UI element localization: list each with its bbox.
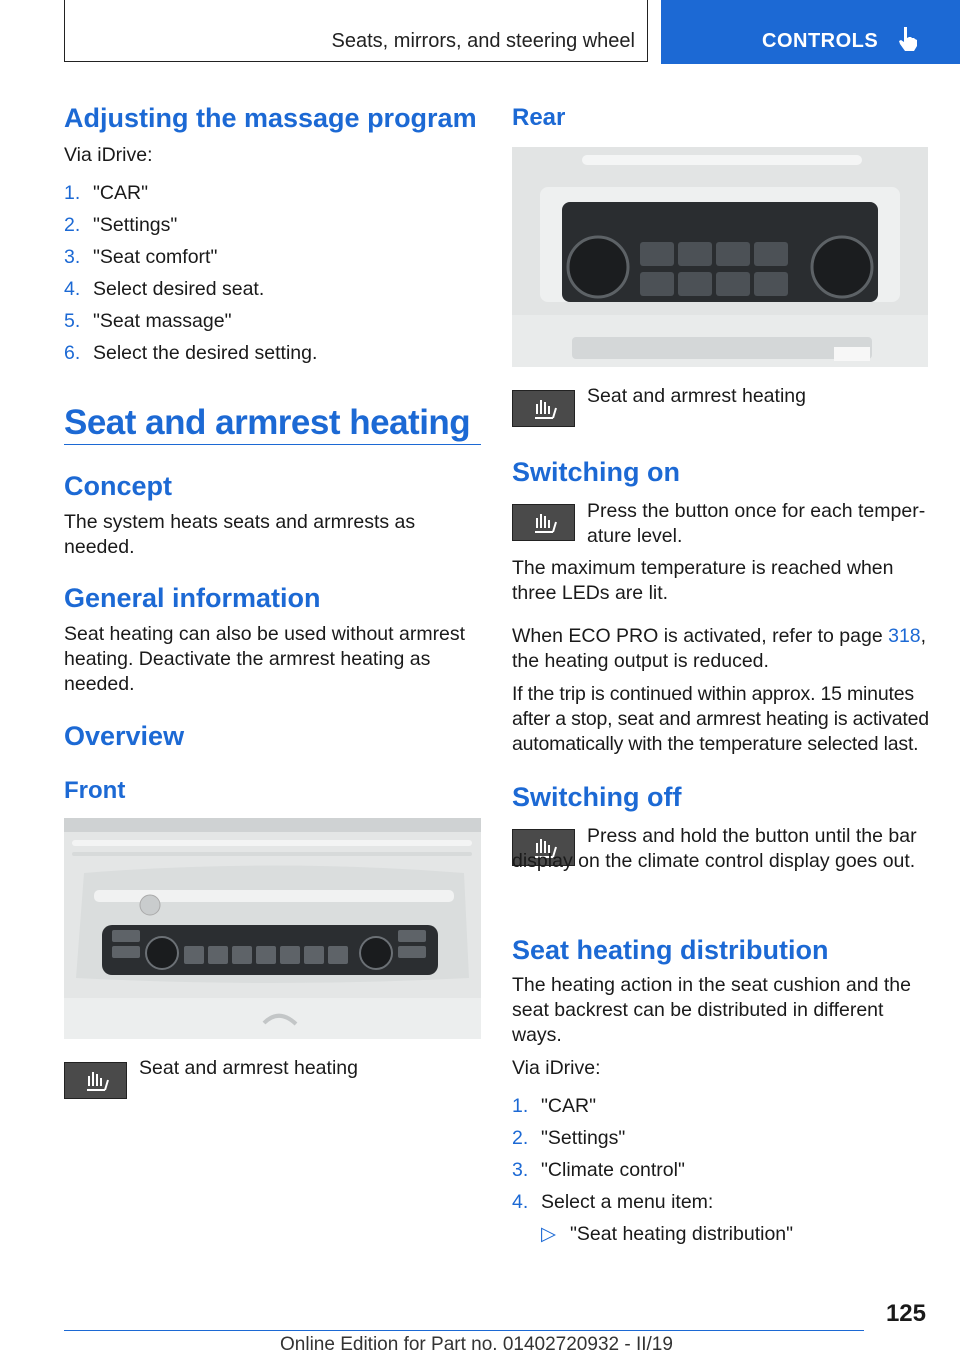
overview-heading: Overview xyxy=(64,721,185,751)
list-item xyxy=(64,277,484,309)
front-climate-panel-image xyxy=(64,818,481,1039)
massage-heading: Adjusting the massage program xyxy=(64,103,477,133)
seat-heating-icon xyxy=(512,390,575,427)
step-number: 3. xyxy=(64,246,81,268)
step-number: 1. xyxy=(512,1095,529,1117)
general-info-heading: General information xyxy=(64,583,321,613)
distribution-steps-list xyxy=(512,1094,922,1222)
rear-caption: Seat and armrest heating xyxy=(587,385,806,407)
step-number: 5. xyxy=(64,310,81,332)
eco-pro-text: When ECO PRO is activated, refer to page xyxy=(512,625,889,647)
step-number: 2. xyxy=(64,214,81,236)
step-text: Select a menu item: xyxy=(541,1191,714,1213)
step-text: "Climate control" xyxy=(541,1159,685,1181)
seat-heating-icon xyxy=(512,504,575,541)
distribution-text: The heating action in the seat cushion and the seat backrest can be distributed in different ways. xyxy=(512,974,911,1046)
general-info-text: Seat heating can also be used without armrest heating. Deactivate the armrest heating as needed. xyxy=(64,623,466,695)
concept-text: The system heats seats and armrests as needed. xyxy=(64,511,416,558)
switching-on-text-2 xyxy=(512,624,928,674)
eco-pro-text-end: , the heating output is reduced. xyxy=(512,625,927,672)
section-rule xyxy=(64,444,481,445)
triangle-bullet-icon: ▷ xyxy=(541,1223,556,1245)
page-link-318[interactable]: 318 xyxy=(888,625,921,647)
switching-on-text-1: The maximum temperature is reached when three LEDs are lit. xyxy=(512,557,894,604)
step-number: 1. xyxy=(64,182,81,204)
step-text: "Settings" xyxy=(93,214,178,236)
front-caption: Seat and armrest heating xyxy=(139,1057,358,1079)
switching-on-heading: Switching on xyxy=(512,457,680,487)
header-section-title: Seats, mirrors, and steering wheel xyxy=(331,30,635,52)
header-chapter-tab xyxy=(661,0,960,64)
list-item xyxy=(512,1158,922,1190)
list-item xyxy=(512,1094,922,1126)
header-chapter-title: CONTROLS xyxy=(762,30,879,52)
step-text: "CAR" xyxy=(93,182,149,204)
step-text: "Settings" xyxy=(541,1127,626,1149)
massage-steps-list xyxy=(64,181,484,373)
step-text: "Seat comfort" xyxy=(93,246,218,268)
pointing-hand-icon xyxy=(897,26,919,52)
list-item xyxy=(64,181,484,213)
switching-on-icon-text: Press the button once for each temper-ature level. xyxy=(587,500,926,547)
front-heading: Front xyxy=(64,777,126,804)
step-number: 6. xyxy=(64,342,81,364)
rear-climate-panel-image xyxy=(512,147,928,367)
header-section-box xyxy=(64,0,648,62)
distribution-heading: Seat heating distribution xyxy=(512,935,829,965)
step-number: 3. xyxy=(512,1159,529,1181)
switching-off-text: Press and hold the button until the bar display on the climate control display goes out. xyxy=(512,825,917,872)
step-number: 4. xyxy=(64,278,81,300)
distribution-via-text: Via iDrive: xyxy=(512,1057,601,1079)
footer-edition: Online Edition for Part no. 01402720932 - II/19 xyxy=(280,1334,673,1355)
list-item xyxy=(64,309,484,341)
list-item xyxy=(64,213,484,245)
list-item xyxy=(64,245,484,277)
switching-off-heading: Switching off xyxy=(512,782,682,812)
list-item xyxy=(512,1126,922,1158)
seat-heating-icon xyxy=(64,1062,127,1099)
list-item xyxy=(512,1190,922,1222)
distribution-sub-label: "Seat heating distribution" xyxy=(570,1223,794,1245)
section-heading: Seat and armrest heating xyxy=(64,403,471,442)
page-number: 125 xyxy=(885,1300,926,1327)
distribution-sub-item xyxy=(541,1222,793,1247)
footer-rule xyxy=(64,1330,864,1331)
step-text: Select the desired setting. xyxy=(93,342,318,364)
step-number: 4. xyxy=(512,1191,529,1213)
concept-heading: Concept xyxy=(64,471,172,501)
step-number: 2. xyxy=(512,1127,529,1149)
switching-on-text-3: If the trip is continued within approx. 15 minutes after a stop, seat and armrest heating is activated automatically with the temperature selected last. xyxy=(512,683,929,755)
step-text: "Seat massage" xyxy=(93,310,232,332)
rear-heading: Rear xyxy=(512,104,566,131)
list-item xyxy=(64,341,484,373)
massage-via-text: Via iDrive: xyxy=(64,144,153,166)
step-text: Select desired seat. xyxy=(93,278,265,300)
step-text: "CAR" xyxy=(541,1095,597,1117)
